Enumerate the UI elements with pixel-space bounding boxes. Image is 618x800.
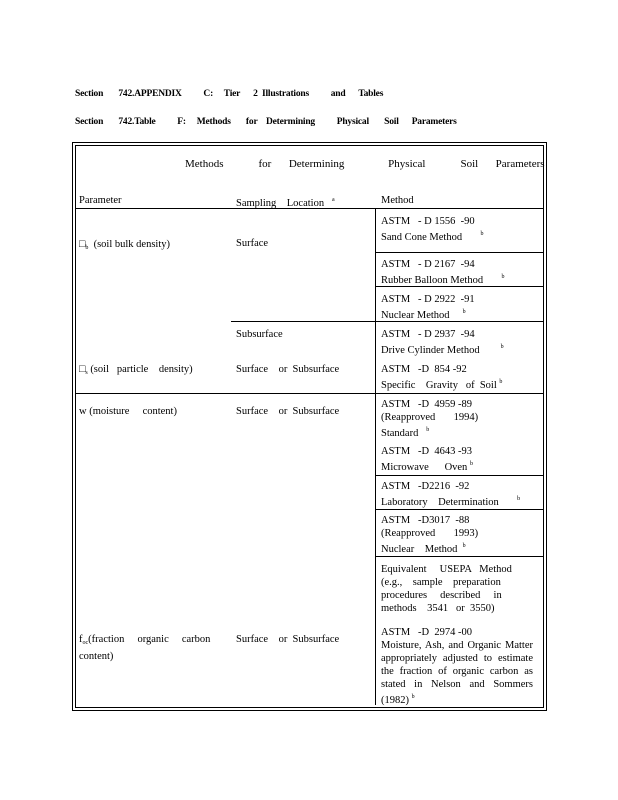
- column-header-method: Method: [381, 195, 414, 206]
- param-fraction-organic-carbon: $f_{oc}(fraction$ organic carbon content): [79, 634, 211, 662]
- row-divider: [375, 556, 543, 557]
- method-sand-cone: ASTM - D 1556 -90 Sand Cone Method $^b$: [381, 216, 484, 243]
- param-moisture-content: w (moisture content): [79, 406, 177, 417]
- section-header-table: Section 742.Table F: Methods for Determining Physical Soil Parameters: [75, 117, 457, 127]
- header-divider: [76, 208, 543, 209]
- method-rubber-balloon: ASTM - D 2167 -94 Rubber Balloon Method $^b$: [381, 259, 505, 286]
- method-equivalent-usepa: Equivalent USEPA Method (e.g., sample preparation procedures described in methods 3541 or 3550): [381, 564, 512, 614]
- table-title: Methods for Determining Physical Soil Parameters: [185, 158, 545, 170]
- column-header-sampling-location: Sampling Location $^a$: [236, 197, 335, 209]
- method-nuclear-moisture: ASTM -D3017 -88 (Reapproved 1993) Nuclear Method $^b$: [381, 515, 479, 555]
- method-specific-gravity: ASTM -D 854 -92 Specific Gravity of Soil $^b$: [381, 364, 503, 391]
- param-soil-bulk-density: $□_b$ (soil bulk density): [79, 239, 171, 251]
- row-divider: [375, 509, 543, 510]
- location-surface-or-subsurface: Surface or Subsurface: [236, 634, 340, 645]
- row-divider: [76, 393, 543, 394]
- section-header-appendix: Section 742.APPENDIX C: Tier 2 Illustrations and Tables: [75, 89, 384, 99]
- method-column-divider: [375, 208, 376, 705]
- method-moisture-ash-organic-matter: Moisture, Ash, and Organic Matter appropriately adjusted to estimate the fraction of organic carbon as stated in Nelson and Sommers (1982) $^b$: [381, 640, 533, 706]
- row-divider: [375, 252, 543, 253]
- method-laboratory-determination: ASTM -D2216 -92 Laboratory Determination $^b$: [381, 481, 521, 508]
- method-drive-cylinder: ASTM - D 2937 -94 Drive Cylinder Method $^b$: [381, 329, 504, 356]
- location-surface: Surface: [236, 238, 269, 249]
- footnote-a: a: [331, 197, 335, 203]
- param-soil-particle-density: $□_s$ (soil particle density): [79, 364, 193, 376]
- method-astm-d2974: ASTM -D 2974 -00: [381, 627, 472, 638]
- location-surface-or-subsurface: Surface or Subsurface: [236, 406, 340, 417]
- method-microwave-oven: ASTM -D 4643 -93 Microwave Oven $^b$: [381, 446, 473, 473]
- method-nuclear: ASTM - D 2922 -91 Nuclear Method $^b$: [381, 294, 475, 321]
- method-standard: ASTM -D 4959 -89 (Reapproved 1994) Standard $^b$: [381, 399, 479, 439]
- row-divider: [375, 475, 543, 476]
- location-surface-or-subsurface: Surface or Subsurface: [236, 364, 340, 375]
- column-header-parameter: Parameter: [79, 195, 122, 206]
- location-subsurface: Subsurface: [236, 329, 283, 340]
